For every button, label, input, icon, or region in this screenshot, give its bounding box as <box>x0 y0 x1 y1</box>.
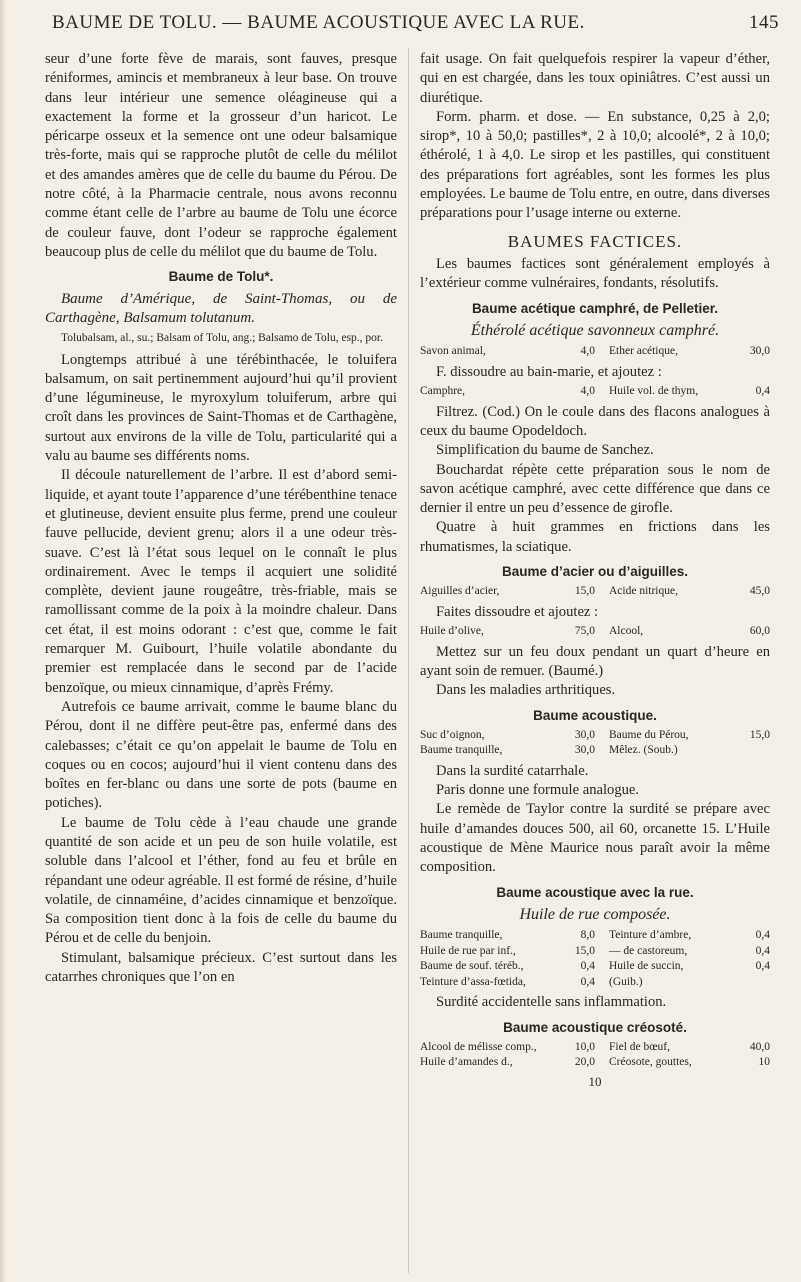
recipe-table <box>420 728 770 759</box>
recipe-row <box>420 959 770 975</box>
ingredient-name: Créosote, gouttes, <box>609 1056 692 1069</box>
section-subtitle: Huile de rue composée. <box>519 905 671 923</box>
recipe-row <box>420 944 770 960</box>
ingredient-quantity: 60,0 <box>749 625 770 638</box>
ingredient-name: Camphre, <box>420 385 466 398</box>
recipe-table <box>420 624 770 640</box>
ingredient-quantity: 45,0 <box>749 585 770 598</box>
ingredient-name: Huile vol. de thym, <box>609 385 699 398</box>
ingredient-quantity <box>742 975 770 991</box>
ingredient-quantity: 10,0 <box>574 1040 595 1053</box>
ingredient-quantity: 30,0 <box>574 744 595 757</box>
paragraph: Le remède de Taylor contre la surdité se prépare avec huile d’amandes douces 500, ail 60, orcanette 15. L’Huile acoustique de Mène Maurice nous paraît avoir la même composition. <box>420 801 770 876</box>
ingredient-name: Fiel de bœuf, <box>609 1040 671 1053</box>
ingredient-name: Alcool de mélisse comp., <box>420 1040 537 1053</box>
paragraph: Bouchardat répète cette préparation sous le nom de savon acétique camphré, avec cette différence que dans ce dernier il entre un peu d’essence de girofle. <box>420 461 770 517</box>
ingredient-quantity: 0,4 <box>755 944 770 957</box>
ingredient-quantity: 15,0 <box>574 585 595 598</box>
ingredient-name: Baume tranquille, <box>420 929 503 942</box>
ingredient-quantity: 30,0 <box>574 728 595 741</box>
ingredient-name: Huile de succin, <box>609 960 684 973</box>
paragraph: Stimulant, balsamique précieux. C’est surtout dans les catarrhes chroniques que l’on en <box>45 949 397 986</box>
paragraph: Il découle naturellement de l’arbre. Il est d’abord semi-liquide, et ayant toute l’apparence d’une térébenthine tenace et glutineuse, devient ensuite plus ferme, prend une couleur fauve pellucide, devient grenu; alors il a une odeur très-suave. C’est là l’état sous lequel on le connaît le plus ordinairement. Avec le temps il acquiert une solidité complète, devient jaune rougeâtre, très-friable, mais se ramollissant comme de la poix à la moindre chaleur. Dans cet état, il est moins odorant : c’est que, comme le fait remarquer M. Guibourt, l’huile volatile abondante du premier est remplacée dans le second par de l’acide benzoïque, ou mieux cinnamique, d’après Frémy. <box>45 467 397 696</box>
section-heading: BAUMES FACTICES. <box>507 231 683 251</box>
ingredient-quantity: 4,0 <box>580 385 595 398</box>
ingredient-name: Baume de souf. téréb., <box>420 960 524 973</box>
ingredient-quantity: 15,0 <box>749 728 770 741</box>
ingredient-quantity: 10 <box>758 1056 770 1069</box>
recipe-table <box>420 384 770 400</box>
paragraph: Dans la surdité catarrhale. <box>436 762 589 779</box>
signature-mark: 10 <box>588 1073 602 1089</box>
recipe-row <box>420 1055 770 1071</box>
ingredient-name: Alcool, <box>609 625 644 638</box>
recipe-row <box>420 743 770 759</box>
page-edge-shadow <box>0 0 6 1282</box>
paragraph: fait usage. On fait quelquefois respirer la vapeur d’éther, qui en est chargée, dans les toux opiniâtres. C’est aussi un diurétique. <box>420 51 770 106</box>
section-subtitle: Baume d’Amérique, de Saint-Thomas, ou de Carthagène, Balsamum tolutanum. <box>45 290 397 327</box>
paragraph: Faites dissoudre et ajoutez : <box>436 603 599 620</box>
ingredient-quantity: 20,0 <box>574 1056 595 1069</box>
ingredient-quantity: 8,0 <box>580 929 595 942</box>
paragraph: Surdité accidentelle sans inflammation. <box>436 994 667 1011</box>
recipe-table <box>420 928 770 990</box>
recipe-table <box>420 1040 770 1071</box>
running-head <box>52 12 779 38</box>
ingredient-quantity: 40,0 <box>749 1040 770 1053</box>
ingredient-quantity: 15,0 <box>574 944 595 957</box>
section-heading: Baume acoustique avec la rue. <box>496 884 694 900</box>
ingredient-quantity: 0,4 <box>755 385 770 398</box>
right-column <box>420 50 770 1091</box>
recipe-row <box>420 1040 770 1056</box>
recipe-row <box>420 728 770 744</box>
ingredient-name: Acide nitrique, <box>609 585 678 598</box>
recipe-row <box>420 344 770 360</box>
recipe-row <box>420 624 770 640</box>
ingredient-name: Mêlez. (Soub.) <box>609 744 678 757</box>
paragraph: Quatre à huit grammes en frictions dans les rhumatismes, la sciatique. <box>420 519 770 555</box>
ingredient-name: Baume tranquille, <box>420 744 503 757</box>
paragraph: Dans les maladies arthritiques. <box>436 682 616 699</box>
recipe-row <box>420 975 770 991</box>
page-number: 145 <box>749 12 779 33</box>
ingredient-name: Aiguilles d’acier, <box>420 585 500 598</box>
recipe-row <box>420 584 770 600</box>
ingredient-quantity <box>742 743 770 759</box>
paragraph: Longtemps attribué à une térébinthacée, le toluifera balsamum, on sait pertinemment aujourd’hui qu’il provient d’une légumineuse, le myroxylum toluiferum, arbre qui croît dans les provinces de Saint-Thomas et de Carthagène, surtout aux environs de la ville de Tolu, particularité qui a valu au baume ses différents noms. <box>45 351 397 465</box>
ingredient-name: Ether acétique, <box>609 345 678 358</box>
section-heading: Baume acoustique créosoté. <box>503 1019 687 1035</box>
ingredient-quantity: 0,4 <box>580 960 595 973</box>
section-heading: Baume acoustique. <box>533 707 657 723</box>
paragraph: seur d’une forte fève de marais, sont fauves, presque réniformes, amincis et membraneux à leur base. On trouve dans leur intérieur une semence oléagineuse qui a exactement la forme et la grosseur d’un haricot. Le péricarpe osseux et la semence ont une odeur balsamique très-forte, mais qui se rapproche plutôt de celle du mélilot et des amandes amères que de celle du baume du Pérou. De notre côté, à la Pharmacie centrale, nous avons reconnu comme étant celle de l’arbre au baume de Tolu une écorce de couleur fauve, dont l’odeur se rapproche également beaucoup plus de celle du mélilot que du baume de Tolu. <box>45 51 397 260</box>
synonyms: Tolubalsam, al., su.; Balsam of Tolu, ang.; Balsamo de Tolu, esp., por. <box>61 331 383 344</box>
ingredient-name: Teinture d’ambre, <box>609 929 692 942</box>
paragraph: Simplification du baume de Sanchez. <box>436 442 654 459</box>
ingredient-quantity: 0,4 <box>755 960 770 973</box>
section-heading: Baume acétique camphré, de Pelletier. <box>471 300 719 316</box>
ingredient-name: Baume du Pérou, <box>609 728 689 741</box>
column-gutter <box>408 48 409 1273</box>
running-head-title: BAUME DE TOLU. — BAUME ACOUSTIQUE AVEC LA RUE. <box>52 12 585 33</box>
ingredient-name: Teinture d’assa-fœtida, <box>420 975 526 988</box>
paragraph: Autrefois ce baume arrivait, comme le baume blanc du Pérou, dont il ne diffère peut-être pas, enfermé dans des calebasses; c’était ce qu’on appelait le baume de Tolu en coques ou en cocos; aujourd’hui il vient contenu dans des boîtes en fer-blanc ou dans une sorte de pots (baume en potiches). <box>45 698 397 812</box>
ingredient-quantity: 0,4 <box>580 975 595 988</box>
paragraph: Form. pharm. et dose. — En substance, 0,25 à 2,0; sirop*, 10 à 50,0; pastilles*, 2 à 10,0; alcoolé*, 2 à 10,0; éthérolé, 1 à 4,0. Le sirop et les pastilles, qui constituent des préparations fort agréables, sont les formes les plus employées. Le baume de Tolu entre, en outre, dans diverses préparations pour l’usage interne ou externe. <box>420 108 770 222</box>
ingredient-name: Huile d’amandes d., <box>420 1056 513 1069</box>
paragraph: F. dissoudre au bain-marie, et ajoutez : <box>436 363 662 380</box>
ingredient-name: Huile de rue par inf., <box>420 944 516 957</box>
ingredient-name: Huile d’olive, <box>420 625 484 638</box>
ingredient-quantity: 0,4 <box>755 929 770 942</box>
paragraph: Les baumes factices sont généralement employés à l’extérieur comme vulnéraires, fondants, résolutifs. <box>420 255 770 292</box>
section-subtitle: Éthérolé acétique savonneux camphré. <box>470 321 720 339</box>
left-column <box>45 50 397 987</box>
ingredient-name: (Guib.) <box>609 975 643 988</box>
paragraph: Le baume de Tolu cède à l’eau chaude une grande quantité de son acide et un peu de son huile volatile, est soluble dans l’alcool et l’éther, fond au feu et brûle en répandant une odeur agréable. Il est formé de résine, d’huile volatile, de cinnaméine, d’acides cinnamique et benzoïque. Sa composition tient donc à la fois de celle du baume du Pérou et de celle du benjoin. <box>45 814 397 947</box>
ingredient-quantity: 75,0 <box>574 625 595 638</box>
paragraph: Mettez sur un feu doux pendant un quart d’heure en ayant soin de remuer. (Baumé.) <box>420 643 770 679</box>
recipe-row <box>420 928 770 944</box>
ingredient-quantity: 30,0 <box>749 345 770 358</box>
ingredient-quantity: 4,0 <box>580 345 595 358</box>
recipe-row <box>420 384 770 400</box>
section-heading: Baume de Tolu*. <box>168 269 274 285</box>
recipe-table <box>420 584 770 600</box>
section-heading: Baume d’acier ou d’aiguilles. <box>501 564 689 580</box>
ingredient-name: Suc d’oignon, <box>420 728 485 741</box>
ingredient-name: Savon animal, <box>420 345 486 358</box>
paragraph: Filtrez. (Cod.) On le coule dans des flacons analogues à ceux du baume Opodeldoch. <box>420 403 770 439</box>
ingredient-name: — de castoreum, <box>609 944 688 957</box>
recipe-table <box>420 344 770 360</box>
paragraph: Paris donne une formule analogue. <box>436 782 640 799</box>
